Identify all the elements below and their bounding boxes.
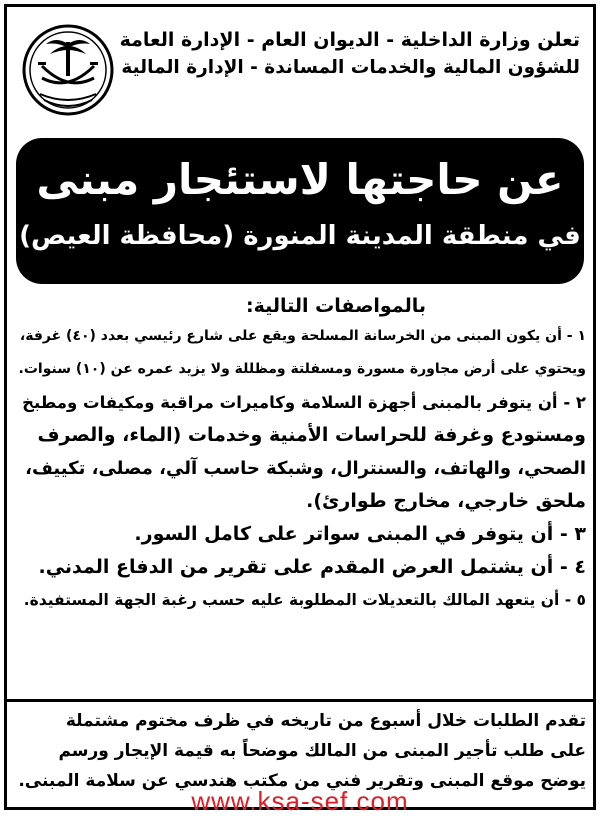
banner-title: عن حاجتها لاستئجار مبنى [36, 155, 564, 204]
title-banner [16, 138, 584, 284]
spec-line: ٥ - أن يتعهد المالك بالتعديلات المطلوبة عليه حسب رغبة الجهة المستفيدة. [23, 591, 586, 609]
spec-line: ٣ - أن يتوفر في المبنى سواتر على كامل السور. [134, 523, 586, 545]
spec-line: ٤ - أن يشتمل العرض المقدم على تقرير من الدفاع المدني. [38, 556, 586, 578]
header-text [120, 26, 580, 82]
section-divider [7, 699, 593, 702]
footer-line: على طلب تأجير المبنى من المالك موضحاً به قيمة الإيجار ورسم [58, 741, 586, 761]
watermark-url: www.ksa-sef.com [191, 786, 409, 816]
footer-line: تقدم الطلبات خلال أسبوع من تاريخه في ظرف مختوم مشتملة [65, 711, 586, 731]
spec-line: ويحتوي على أرض مجاورة مسورة ومسفلتة ومظللة ولا يزيد عمره عن (١٠) سنوات. [18, 361, 586, 377]
spec-line: ١ - أن يكون المبنى من الخرسانة المسلحة ويقع على شارع رئيسي بعدد (٤٠) غرفة، [19, 328, 586, 344]
saudi-emblem-icon [18, 22, 118, 122]
spec-line: ومستودع وغرفة للحراسات الأمنية وخدمات (الماء، والصرف [37, 424, 586, 446]
header-line-2: للشؤون المالية والخدمات المساندة - الإدارة المالية [121, 57, 580, 78]
spec-line: ٢ - أن يتوفر بالمبنى أجهزة السلامة وكاميرات مراقبة ومكيفات ومطبخ [22, 393, 586, 412]
footer-line: يوضح موقع المبنى وتقرير فني من مكتب هندسي عن سلامة المبنى. [18, 771, 586, 791]
specifications-section [12, 292, 586, 617]
header-line-1: تعلن وزارة الداخلية - الديوان العام - الإدارة العامة [119, 29, 580, 51]
banner-subtitle: في منطقة المدينة المنورة (محافظة العيص) [19, 221, 581, 251]
header [0, 6, 600, 122]
spec-line: ملحق خارجي، مخارج طوارئ). [306, 490, 586, 512]
submission-instructions [12, 706, 586, 796]
specs-heading: بالمواصفات التالية: [246, 295, 426, 317]
spec-line: الصحي، والهاتف، والسنترال، وشبكة حاسب آلي، مصلى، تكييف، [25, 458, 586, 479]
